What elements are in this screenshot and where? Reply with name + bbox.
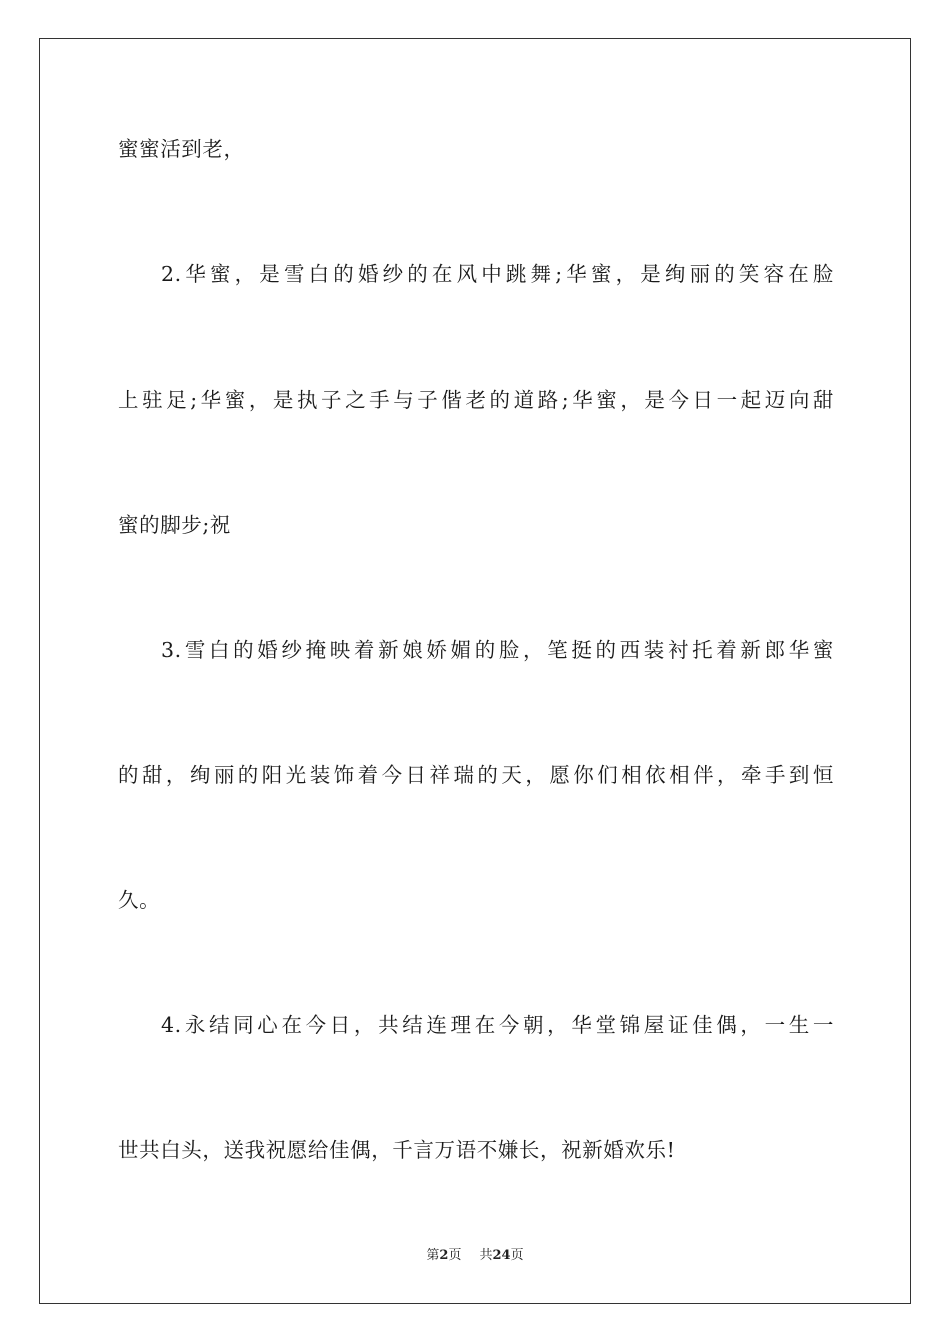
paragraph-line: 上驻足;华蜜，是执子之手与子偕老的道路;华蜜，是今日一起迈向甜 [118,388,834,412]
total-prefix: 共 [479,1248,493,1263]
page-border [39,38,911,1304]
total-pages: 24 [492,1248,511,1263]
page-number: 2 [439,1248,449,1263]
total-suffix: 页 [510,1248,524,1263]
page-footer [0,1247,950,1265]
paragraph-line: 4.永结同心在今日，共结连理在今朝，华堂锦屋证佳偶，一生一 [161,1013,834,1037]
page-prefix: 第 [426,1248,440,1263]
paragraph-line: 蜜蜜活到老， [118,137,245,161]
page-suffix: 页 [448,1248,462,1263]
paragraph-line: 2.华蜜，是雪白的婚纱的在风中跳舞;华蜜，是绚丽的笑容在脸 [161,262,834,286]
paragraph-line: 世共白头，送我祝愿给佳偶，千言万语不嫌长，祝新婚欢乐! [118,1138,676,1162]
paragraph-line: 蜜的脚步;祝 [118,513,232,537]
paragraph-line: 的甜，绚丽的阳光装饰着今日祥瑞的天，愿你们相依相伴，牵手到恒 [118,763,834,787]
paragraph-line: 久。 [118,888,161,912]
paragraph-line: 3.雪白的婚纱掩映着新娘娇媚的脸，笔挺的西装衬托着新郎华蜜 [161,638,834,662]
